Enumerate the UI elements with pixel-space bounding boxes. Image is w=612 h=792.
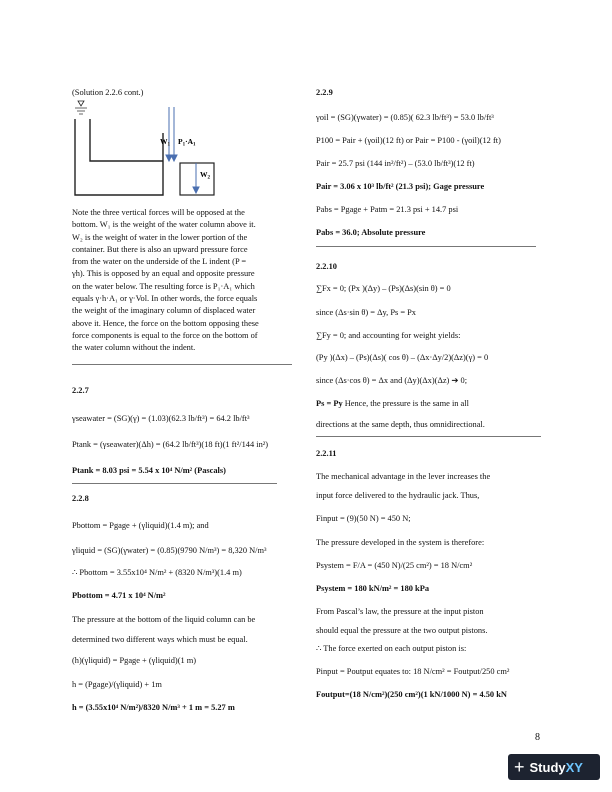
output-force-result: Foutput=(18 N/cm²)(250 cm²)(1 kN/1000 N) = 4.50 kN (316, 690, 507, 699)
container-outer-wall (75, 119, 163, 195)
sum-fx-equation: ∑Fx = 0; (Px )(Δy) – (Ps)(Δs)(sin θ) = 0 (316, 284, 451, 293)
height-equation: (h)(γliquid) = Pgage + (γliquid)(1 m) (72, 656, 197, 665)
text-line: The pressure developed in the system is therefore: (316, 538, 485, 547)
fy-equation: (Py )(Δx) – (Ps)(Δs)( cos θ) – (Δx·Δy/2)(Δz)(γ) = 0 (316, 353, 489, 362)
sum-fy-text: ∑Fy = 0; and accounting for weight yields: (316, 331, 461, 340)
text-line: should equal the pressure at the two output pistons. (316, 626, 488, 635)
page-number: 8 (535, 732, 540, 743)
absolute-pressure-result: Pabs = 36.0; Absolute pressure (316, 228, 426, 237)
tank-pressure-equation: Ptank = (γseawater)(Δh) = (64.2 lb/ft³)(18 ft)(1 ft²/144 in²) (72, 440, 269, 449)
text-line: The pressure at the bottom of the liquid column can be (72, 615, 256, 624)
tank-pressure-result: Ptank = 8.03 psi = 5.54 x 10⁴ N/m² (Pascals) (72, 466, 226, 475)
text-line: The mechanical advantage in the lever increases the (316, 472, 491, 481)
p100-equation: P100 = Pair + (γoil)(12 ft) or Pair = P100 - (γoil)(12 ft) (316, 136, 501, 145)
section-heading-2-2-9: 2.2.9 (316, 88, 333, 97)
plus-icon: + (514, 756, 525, 777)
oil-specific-weight: γoil = (SG)(γwater) = (0.85)( 62.3 lb/ft³) = 53.0 lb/ft³ (316, 113, 494, 122)
divider (72, 483, 277, 484)
bottom-pressure-equation: Pbottom = Pgage + (γliquid)(1.4 m); and (72, 521, 209, 530)
ps-equals-px: since (Δs·sin θ) = Δy, Ps = Px (316, 308, 416, 317)
container-indent (90, 119, 163, 161)
text-line: determined two different ways which must be equal. (72, 635, 248, 644)
system-pressure-result: Psystem = 180 kN/m² = 180 kPa (316, 584, 430, 593)
input-force-equation: Finput = (9)(50 N) = 450 N; (316, 514, 411, 523)
text-line: ∴ The force exerted on each output piston is: (316, 644, 467, 653)
height-result: h = (3.55x10⁴ N/m²)/8320 N/m³ + 1 m = 5.27 m (72, 703, 235, 712)
system-pressure-equation: Psystem = F/A = (450 N)/(25 cm²) = 18 N/cm² (316, 561, 473, 570)
text-line: From Pascal’s law, the pressure at the input piston (316, 607, 484, 616)
absolute-pressure-equation: Pabs = Pgage + Patm = 21.3 psi + 14.7 psi (316, 205, 459, 214)
p1a1-label: $P_1\cdot A_1$ (178, 137, 196, 148)
section-heading-2-2-8: 2.2.8 (72, 494, 89, 503)
bottom-pressure-substitution: ∴ Pbottom = 3.55x10⁴ N/m² + (8320 N/m³)(1.4 m) (72, 568, 242, 577)
divider (316, 436, 541, 437)
section-heading-2-2-7: 2.2.7 (72, 386, 89, 395)
height-formula: h = (Pgage)/(γliquid) + 1m (72, 680, 162, 689)
text-line: input force delivered to the hydraulic jack. Thus, (316, 491, 480, 500)
bottom-pressure-result: Pbottom = 4.71 x 10⁴ N/m² (72, 591, 166, 600)
pascal-equation: Pinput = Poutput equates to: 18 N/cm² = Foutput/250 cm² (316, 667, 510, 676)
section-heading-2-2-11: 2.2.11 (316, 449, 337, 458)
w2-label: $W_2$ (200, 170, 210, 181)
liquid-specific-weight: γliquid = (SG)(γwater) = (0.85)(9790 N/m³) = 8,320 N/m³ (72, 546, 267, 555)
continued-label: (Solution 2.2.6 cont.) (72, 88, 144, 97)
divider (316, 246, 536, 247)
water-level-marker (78, 101, 84, 106)
divider (72, 364, 292, 365)
text-line: directions at the same depth, thus omnidirectional. (316, 420, 485, 429)
note-paragraph: Note the three vertical forces will be opposed at the bottom. W₁ is the weight of the water column above it. W₂ is the weight of water in the lower portion of the container. But there is also an upward pressure force from the water on the underside of the L indent (P = γh). This is opposed by an equal and opposite pressure on the water below. The resulting force is P₁·A₁ which equals γ·h·A₁ or γ·Vol. In other words, the force equals the weight of the imaginary column of displaced water above it. Hence, the force on the bottom opposing these force components is equal to the force on the bottom of the water column without the indent. (72, 208, 259, 353)
w1-label: $W_1$ (160, 137, 170, 148)
seawater-specific-weight: γseawater = (SG)(γ) = (1.03)(62.3 lb/ft³) = 64.2 lb/ft³ (72, 414, 250, 423)
dx-relation: since (Δs·cos θ) = Δx and (Δy)(Δx)(Δz) ➔ 0; (316, 376, 468, 385)
omnidirectional-statement: Ps = Py Hence, the pressure is the same in all (316, 399, 469, 408)
l-container-figure (72, 97, 232, 202)
air-pressure-result: Pair = 3.06 x 10³ lb/ft² (21.3 psi); Gage pressure (316, 182, 485, 191)
section-heading-2-2-10: 2.2.10 (316, 262, 337, 271)
studyxy-logo[interactable]: + Study XY (508, 754, 600, 780)
air-pressure-substitution: Pair = 25.7 psi (144 in²/ft²) – (53.0 lb/ft³)(12 ft) (316, 159, 475, 168)
